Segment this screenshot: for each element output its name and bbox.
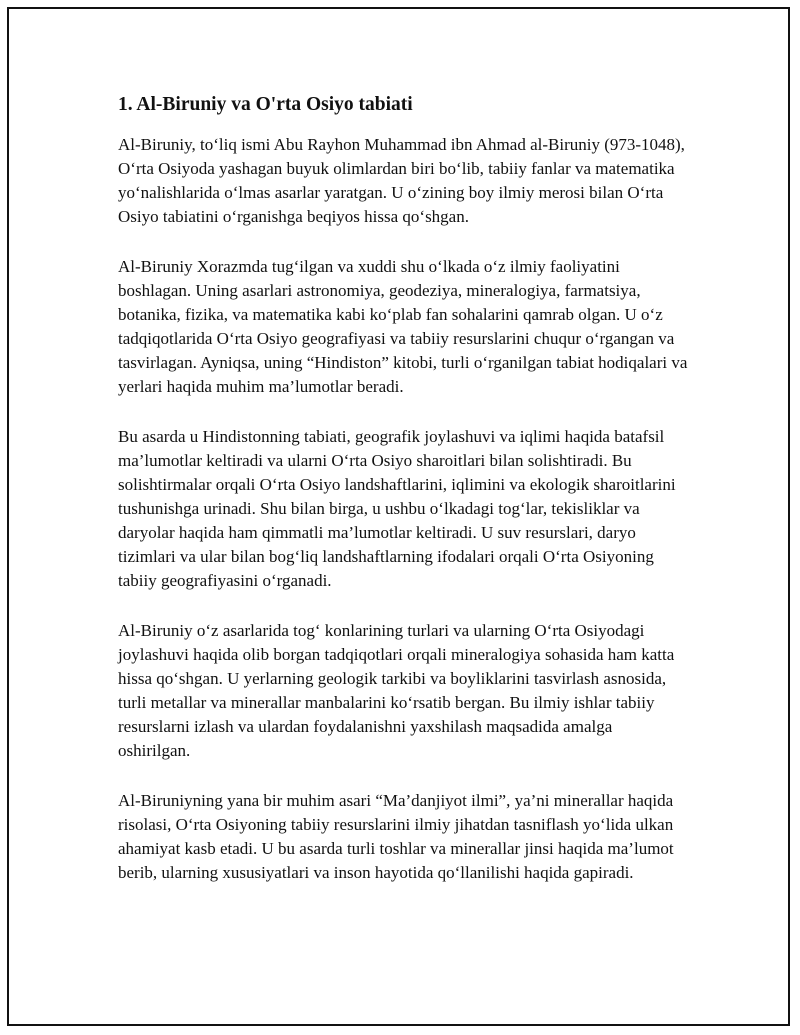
paragraph-geography: Bu asarda u Hindistonning tabiati, geografik joylashuvi va iqlimi haqida batafsil ma’lumotlar keltiradi va ularni O‘rta Osiyo sharoitlari bilan solishtiradi. Bu solishtirmalar orqali O‘rta Osiyo landshaftlarini, iqlimini va ekologik sharoitlarini tushunishga urinadi. Shu bilan birga, u ushbu o‘lkadagi tog‘lar, tekisliklar va daryolar haqida ham qimmatli ma’lumotlar keltiradi. U suv resurslari, daryo tizimlari va ular bilan bog‘liq landshaftlarning ifodalari orqali O‘rta Osiyoning tabiiy geografiyasini o‘rganadi. — [118, 427, 676, 590]
paragraph-background: Al-Biruniy Xorazmda tug‘ilgan va xuddi shu o‘lkada o‘z ilmiy faoliyatini boshlagan. Uning asarlari astronomiya, geodeziya, mineralogiya, farmatsiya, botanika, fizika, va matematika kabi ko‘plab fan sohalarini qamrab olgan. U o‘z tadqiqotlarida O‘rta Osiyo geografiyasi va tabiiy resurslarini chuqur o‘rgangan va tasvirlagan. Ayniqsa, uning “Hindiston” kitobi, turli o‘rganilgan tabiat hodiqalari va yerlari haqida muhim ma’lumotlar beradi. — [118, 257, 688, 396]
paragraph-intro: Al-Biruniy, to‘liq ismi Abu Rayhon Muhammad ibn Ahmad al-Biruniy (973-1048), O‘rta Osiyoda yashagan buyuk olimlardan biri bo‘lib, tabiiy fanlar va matematika yo‘nalishlarida o‘lmas asarlar yaratgan. U o‘zining boy ilmiy merosi bilan O‘rta Osiyo tabiatini o‘rganishga beqiyos hissa qo‘shgan. — [118, 135, 685, 226]
paragraph-minerals-treatise: Al-Biruniyning yana bir muhim asari “Ma’danjiyot ilmi”, ya’ni minerallar haqida risolasi, O‘rta Osiyoning tabiiy resurslarini ilmiy jihatdan tasniflash yo‘lida ulkan ahamiyat kasb etadi. U bu asarda turli toshlar va minerallar jinsi haqida ma’lumot berib, ularning xususiyatlari va inson hayotida qo‘llanilishi haqida gapiradi. — [118, 791, 674, 882]
paragraph-mineralogy: Al-Biruniy o‘z asarlarida tog‘ konlarining turlari va ularning O‘rta Osiyodagi joylashuvi haqida olib borgan tadqiqotlari orqali mineralogiya sohasida ham katta hissa qo‘shgan. U yerlarning geologik tarkibi va boyliklarini tasvirlash asnosida, turli metallar va minerallar manbalarini ko‘rsatib bergan. Bu ilmiy ishlar tabiiy resurslarni izlash va ulardan foydalanishni yaxshilash maqsadida amalga oshirilgan. — [118, 621, 675, 760]
section-heading: 1. Al-Biruniy va O'rta Osiyo tabiati — [118, 94, 413, 115]
document-body — [118, 92, 688, 911]
